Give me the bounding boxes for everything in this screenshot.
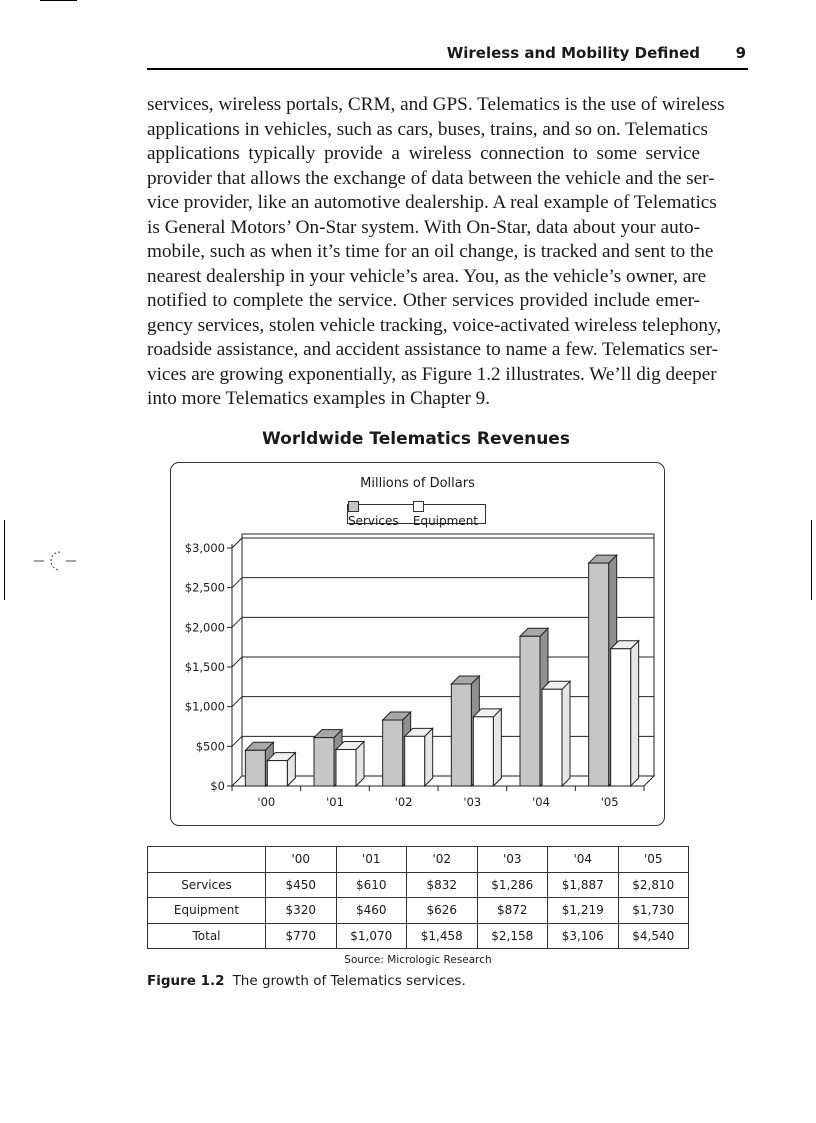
gridline-side xyxy=(232,578,242,588)
table-header-cell xyxy=(148,847,266,873)
table-header-cell: '03 xyxy=(477,847,548,873)
body-line: vice provider, like an automotive dealership. A real example of Telematics xyxy=(147,192,717,213)
table-cell: $1,286 xyxy=(477,872,548,898)
chart-title: Worldwide Telematics Revenues xyxy=(262,429,570,449)
y-tick-label: $2,500 xyxy=(184,580,225,595)
table-cell: $832 xyxy=(407,872,478,898)
bar-equipment xyxy=(405,728,433,786)
table-header-cell: '02 xyxy=(407,847,478,873)
table-cell: $2,810 xyxy=(618,872,689,898)
x-tick-label: '05 xyxy=(600,795,619,809)
bar-front xyxy=(405,736,425,786)
body-line: services, wireless portals, CRM, and GPS. Telematics is the use of wireless xyxy=(147,94,725,115)
table-cell: $1,070 xyxy=(336,923,407,949)
table-header-cell: '00 xyxy=(266,847,337,873)
table-cell: $610 xyxy=(336,872,407,898)
gridline-side xyxy=(232,736,242,746)
table-header-cell: '01 xyxy=(336,847,407,873)
bar-front xyxy=(245,750,265,786)
y-tick-label: $3,000 xyxy=(184,541,225,555)
table-row-label: Equipment xyxy=(148,898,266,924)
x-tick-label: '03 xyxy=(463,795,482,809)
x-tick-label: '02 xyxy=(394,795,413,809)
body-line: notified to complete the service. Other services provided include emer- xyxy=(147,290,700,311)
table-cell: $1,219 xyxy=(548,898,619,924)
table-cell: $872 xyxy=(477,898,548,924)
table-cell: $1,887 xyxy=(548,872,619,898)
y-tick-label: $2,000 xyxy=(184,620,225,635)
gridline-side xyxy=(232,657,242,667)
bar-equipment xyxy=(542,681,570,786)
body-line: provider that allows the exchange of data between the vehicle and the ser- xyxy=(147,167,715,189)
y-tick-label: $0 xyxy=(210,779,225,793)
table-row xyxy=(148,923,689,949)
figure-label: Figure 1.2 xyxy=(147,973,225,989)
legend-label-services: Services xyxy=(348,514,399,528)
table-cell: $2,158 xyxy=(477,923,548,949)
table-cell: $770 xyxy=(266,923,337,949)
body-line: is General Motors’ On-Star system. With On-Star, data about your auto- xyxy=(147,216,700,238)
figure-caption xyxy=(147,973,466,989)
figure-caption-text: The growth of Telematics services. xyxy=(232,973,466,989)
body-line: applications typically provide a wireless connection to some service xyxy=(147,143,700,164)
table-cell: $450 xyxy=(266,872,337,898)
body-line: vices are growing exponentially, as Figure 1.2 illustrates. We’ll dig deeper xyxy=(147,363,717,385)
table-row xyxy=(148,898,689,924)
table-cell: $3,106 xyxy=(548,923,619,949)
body-line: into more Telematics examples in Chapter 9. xyxy=(147,388,491,409)
body-line: applications in vehicles, such as cars, buses, trains, and so on. Telematics xyxy=(147,118,708,140)
x-tick-label: '04 xyxy=(532,795,550,809)
x-tick-label: '00 xyxy=(257,795,276,809)
table-header-cell: '04 xyxy=(548,847,619,873)
x-tick-label: '01 xyxy=(326,795,344,809)
table-cell: $320 xyxy=(266,898,337,924)
table-cell: $626 xyxy=(407,898,478,924)
bar-equipment xyxy=(267,753,295,786)
bar-side xyxy=(631,641,639,786)
bar-side xyxy=(562,681,570,786)
bar-front xyxy=(473,717,493,786)
revenue-table xyxy=(147,846,689,949)
table-row xyxy=(148,872,689,898)
table-cell: $1,458 xyxy=(407,923,478,949)
body-line: gency services, stolen vehicle tracking, voice-activated wireless telephony, xyxy=(147,314,722,336)
bar-front xyxy=(520,636,540,786)
source-note: Source: Micrologic Research xyxy=(344,954,492,966)
bar-front xyxy=(542,689,562,786)
bar-equipment xyxy=(473,709,501,786)
gridline-side xyxy=(232,617,242,627)
y-tick-label: $500 xyxy=(195,739,225,754)
bar-front xyxy=(383,720,403,786)
chart-subtitle: Millions of Dollars xyxy=(360,476,475,491)
body-line: mobile, such as when it’s time for an oil change, is tracked and sent to the xyxy=(147,241,714,262)
bar-front xyxy=(336,750,356,786)
gridline-side xyxy=(232,538,242,548)
bar-front xyxy=(451,684,471,786)
body-line: roadside assistance, and accident assistance to name a few. Telematics ser- xyxy=(147,339,718,360)
body-line: nearest dealership in your vehicle’s area. You, as the vehicle’s owner, are xyxy=(147,265,707,287)
y-tick-label: $1,500 xyxy=(184,660,225,674)
bar-side xyxy=(425,728,433,786)
bar-equipment xyxy=(336,742,364,786)
bar-front xyxy=(589,563,609,786)
gridline-side xyxy=(232,697,242,707)
bar-front xyxy=(314,738,334,786)
y-tick-label: $1,000 xyxy=(184,699,225,714)
table-header-cell: '05 xyxy=(618,847,689,873)
table-row-label: Total xyxy=(148,923,266,949)
table-row-label: Services xyxy=(148,872,266,898)
bar-side xyxy=(493,709,501,786)
table-cell: $460 xyxy=(336,898,407,924)
page-number: 9 xyxy=(735,44,746,62)
bar-equipment xyxy=(611,641,639,786)
legend-label-equipment: Equipment xyxy=(412,514,479,528)
table-cell: $1,730 xyxy=(618,898,689,924)
table-header-row xyxy=(148,847,689,873)
bar-front xyxy=(611,649,631,786)
bar-front xyxy=(267,761,287,786)
table-cell: $4,540 xyxy=(618,923,689,949)
running-title: Wireless and Mobility Defined xyxy=(446,44,700,62)
